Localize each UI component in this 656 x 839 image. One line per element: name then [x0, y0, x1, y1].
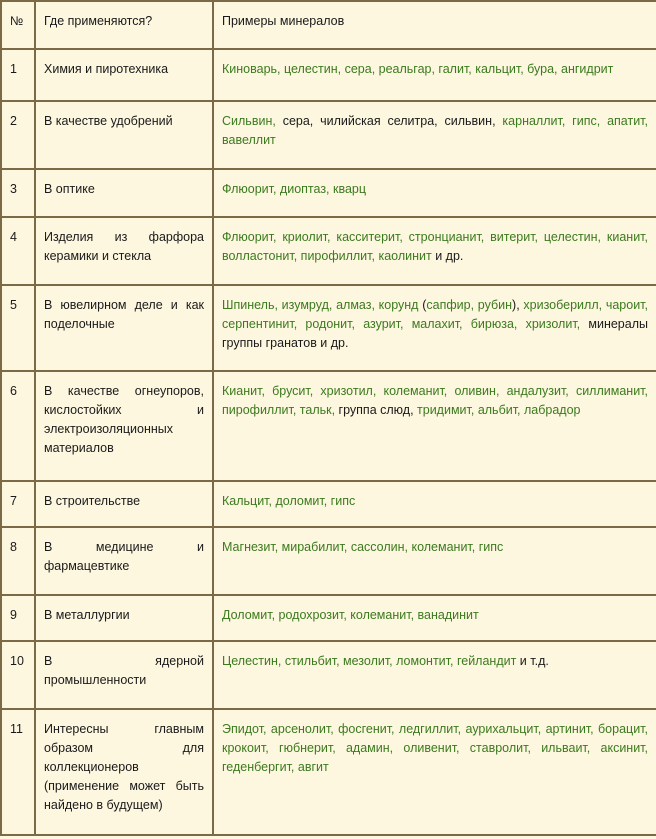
row-number: 4 — [1, 217, 35, 285]
header-use: Где применяются? — [35, 1, 213, 49]
header-examples: Примеры минералов — [213, 1, 656, 49]
table-row — [1, 709, 656, 835]
row-examples — [213, 217, 656, 285]
table-header-row — [1, 1, 656, 49]
table-row — [1, 285, 656, 371]
example-segment: Флюорит, диоптаз, кварц — [222, 182, 367, 196]
table-row — [1, 101, 656, 169]
example-segment: сапфир, рубин — [426, 298, 513, 312]
example-segment: Кальцит, доломит, гипс — [222, 494, 356, 508]
example-segment: и др. — [431, 249, 464, 263]
example-segment: ), — [512, 298, 524, 312]
table-row — [1, 169, 656, 217]
example-segment: и т.д. — [519, 654, 549, 668]
row-use: В ядерной промышленности — [35, 641, 213, 709]
row-examples — [213, 641, 656, 709]
example-segment: Кианит, брусит, хризотил, колеманит, оливин, андалузит, силлиманит, пирофиллит, тальк, — [222, 384, 648, 417]
row-examples — [213, 595, 656, 641]
example-segment: группа слюд, — [338, 403, 418, 417]
table-row — [1, 527, 656, 595]
row-use: В оптике — [35, 169, 213, 217]
row-use: В металлургии — [35, 595, 213, 641]
row-number: 6 — [1, 371, 35, 481]
row-use: В качестве огнеупоров, кислостойких и электроизоляционных материалов — [35, 371, 213, 481]
row-number: 3 — [1, 169, 35, 217]
row-examples — [213, 49, 656, 101]
example-segment: хризоберилл, чароит, серпентинит, родонит, азурит, малахит, бирюза, хризолит, — [222, 298, 648, 331]
example-segment: Сильвин, — [222, 114, 283, 128]
row-use: В строительстве — [35, 481, 213, 527]
row-examples — [213, 371, 656, 481]
table-row — [1, 217, 656, 285]
row-number: 10 — [1, 641, 35, 709]
example-segment: Флюорит, криолит, касситерит, стронцианит, витерит, целестин, кианит, волластонит, пирофиллит, каолинит — [222, 230, 648, 263]
row-number: 11 — [1, 709, 35, 835]
row-use: Интересны главным образом для коллекционеров (применение может быть найдено в будущем) — [35, 709, 213, 835]
example-segment: ( — [422, 298, 427, 312]
example-segment: Эпидот, арсенолит, фосгенит, ледгиллит, аурихальцит, артинит, борацит, крокоит, гюбнерит, адамин, оливенит, ставролит, ильваит, аксинит, геденбергит, авгит — [222, 722, 648, 774]
example-segment: Магнезит, мирабилит, сассолин, колеманит, гипс — [222, 540, 504, 554]
row-use: В ювелирном деле и как поделочные — [35, 285, 213, 371]
row-use: Изделия из фарфора керамики и стекла — [35, 217, 213, 285]
table-body — [1, 49, 656, 835]
table-row — [1, 595, 656, 641]
table-row — [1, 49, 656, 101]
row-number: 1 — [1, 49, 35, 101]
row-number: 2 — [1, 101, 35, 169]
row-use: В медицине и фармацевтике — [35, 527, 213, 595]
row-examples — [213, 101, 656, 169]
example-segment: Шпинель, изумруд, алмаз, корунд — [222, 298, 423, 312]
row-examples — [213, 527, 656, 595]
row-use: В качестве удобрений — [35, 101, 213, 169]
row-use: Химия и пиротехника — [35, 49, 213, 101]
row-examples — [213, 481, 656, 527]
example-segment: минералы группы гранатов и др. — [222, 317, 648, 350]
row-examples — [213, 709, 656, 835]
example-segment: Целестин, стильбит, мезолит, ломонтит, гейландит — [222, 654, 520, 668]
table-row — [1, 641, 656, 709]
row-number: 9 — [1, 595, 35, 641]
example-segment: сера, чилийская селитра, сильвин, — [282, 114, 503, 128]
table-row — [1, 371, 656, 481]
example-segment: карналлит, гипс, апатит, вавеллит — [222, 114, 648, 147]
example-segment: Киноварь, целестин, сера, реальгар, галит, кальцит, бура, ангидрит — [222, 62, 614, 76]
row-number: 5 — [1, 285, 35, 371]
row-number: 7 — [1, 481, 35, 527]
example-segment: Доломит, родохрозит, колеманит, ванадинит — [222, 608, 479, 622]
row-number: 8 — [1, 527, 35, 595]
header-number: № — [1, 1, 35, 49]
row-examples — [213, 169, 656, 217]
table-row — [1, 481, 656, 527]
example-segment: тридимит, альбит, лабрадор — [417, 403, 581, 417]
row-examples — [213, 285, 656, 371]
